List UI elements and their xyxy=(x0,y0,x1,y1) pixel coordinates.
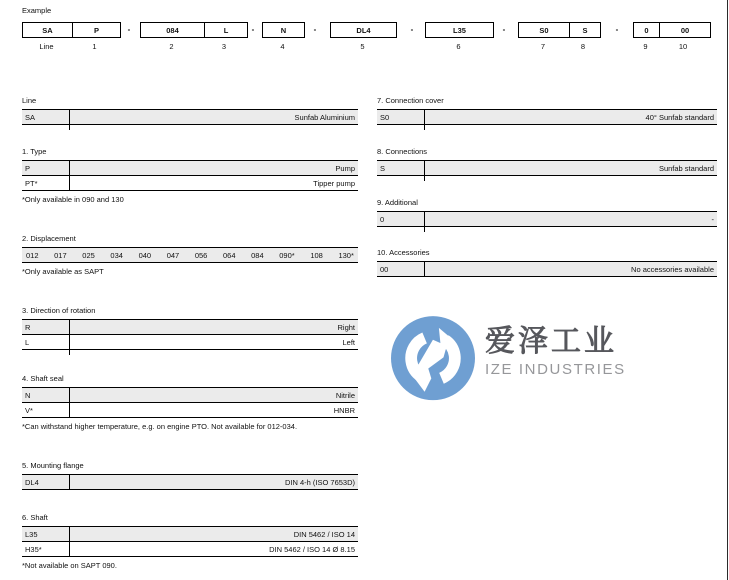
table-row xyxy=(22,161,358,176)
line-number: 3 xyxy=(221,42,227,51)
code-cell-box: L xyxy=(204,23,247,37)
table-row xyxy=(22,403,358,418)
displacement-value: 084 xyxy=(251,250,264,260)
code-cell: V* xyxy=(22,403,70,417)
table-divider-stub xyxy=(424,125,425,130)
ize-logo-icon xyxy=(391,316,475,402)
section-displacement xyxy=(22,234,358,276)
example-label: Example xyxy=(22,6,52,15)
footnote: *Only available as SAPT xyxy=(22,267,104,276)
displacement-value: 017 xyxy=(54,250,67,260)
code-cell: 0 xyxy=(377,212,425,226)
table-divider-stub xyxy=(69,350,70,355)
section-mounting-flange xyxy=(22,461,358,490)
value-cell: DIN 4-h (ISO 7653D) xyxy=(284,477,355,487)
value-cell: Right xyxy=(337,322,355,332)
line-number: Line xyxy=(39,42,54,51)
code-cell: N xyxy=(22,388,70,402)
value-cell: Pump xyxy=(335,163,355,173)
line-number: 9 xyxy=(643,42,648,51)
value-cell: Tipper pump xyxy=(313,178,355,188)
code-cell-box: P xyxy=(72,23,120,37)
line-number: 8 xyxy=(580,42,586,51)
line-number: 10 xyxy=(678,42,688,51)
section-title: 8. Connections xyxy=(377,147,428,156)
section-connection-cover xyxy=(377,96,717,130)
watermark-text xyxy=(485,316,626,378)
code-segment xyxy=(425,22,494,51)
code-segment xyxy=(330,22,397,51)
code-cell-box: 0 xyxy=(644,25,649,35)
displacement-value: 034 xyxy=(110,250,123,260)
table-row xyxy=(377,212,717,227)
section-connections xyxy=(377,147,717,181)
displacement-value: 056 xyxy=(194,250,208,260)
section-shaft xyxy=(22,513,358,570)
section-type xyxy=(22,147,358,204)
table-row xyxy=(22,527,358,542)
code-segment xyxy=(140,22,248,51)
dash-separator: - xyxy=(127,25,131,34)
footnote: *Can withstand higher temperature, e.g. on engine PTO. Not available for 012-034. xyxy=(22,422,298,431)
section-title: 2. Displacement xyxy=(22,234,76,243)
code-cell: S0 xyxy=(377,110,425,124)
code-cell-box: SA xyxy=(42,25,53,35)
displacement-value: 108 xyxy=(310,250,323,260)
table-row xyxy=(22,335,358,350)
code-cell: S xyxy=(377,161,425,175)
section-title: 10. Accessories xyxy=(377,248,430,257)
table-row xyxy=(22,542,358,557)
footnote: *Not available on SAPT 090. xyxy=(22,561,117,570)
code-cell: 00 xyxy=(377,262,425,276)
table-row xyxy=(377,161,717,176)
code-cell: DL4 xyxy=(22,475,70,489)
dash-separator: - xyxy=(502,25,506,34)
section-title: 6. Shaft xyxy=(22,513,48,522)
dash-separator: - xyxy=(410,25,414,34)
line-number: 5 xyxy=(360,42,365,51)
section-shaft-seal xyxy=(22,374,358,431)
value-cell: Sunfab Aluminium xyxy=(294,112,355,122)
value-cell: Left xyxy=(342,337,355,347)
ize-industries-watermark xyxy=(391,316,626,402)
code-cell-box: 00 xyxy=(659,23,710,37)
table-row xyxy=(377,262,717,277)
value-cell: Sunfab standard xyxy=(658,163,714,173)
value-cell: No accessories available xyxy=(631,264,714,274)
code-cell-box: DL4 xyxy=(356,25,371,35)
code-cell-box: 084 xyxy=(166,25,179,35)
displacement-strip xyxy=(22,248,358,263)
section-title: Line xyxy=(22,96,37,105)
line-number: 7 xyxy=(540,42,546,51)
code-cell: R xyxy=(22,320,70,334)
table-row xyxy=(22,388,358,403)
table-row xyxy=(22,110,358,125)
dash-separator: - xyxy=(615,25,619,34)
code-cell: L35 xyxy=(22,527,70,541)
displacement-value: 064 xyxy=(222,250,236,260)
displacement-value: 047 xyxy=(166,250,180,260)
section-line xyxy=(22,96,358,130)
dash-separator: - xyxy=(251,25,255,34)
watermark-english-text: IZE INDUSTRIES xyxy=(485,361,626,378)
section-title: 5. Mounting flange xyxy=(22,461,84,470)
value-cell: Nitrile xyxy=(335,390,355,400)
table-divider-stub xyxy=(69,125,70,130)
code-cell: L xyxy=(22,335,70,349)
watermark-chinese-text: 爱泽工业 xyxy=(485,325,617,358)
section-title: 7. Connection cover xyxy=(377,96,444,105)
dash-separator: - xyxy=(313,25,317,34)
code-segment xyxy=(262,22,305,51)
section-title: 9. Additional xyxy=(377,198,418,207)
section-title: 4. Shaft seal xyxy=(22,374,64,383)
section-title: 1. Type xyxy=(22,147,47,156)
code-cell-box: S xyxy=(569,23,600,37)
code-cell: PT* xyxy=(22,176,70,190)
table-row xyxy=(22,320,358,335)
footnote: *Only available in 090 and 130 xyxy=(22,195,124,204)
code-cell-box: N xyxy=(280,25,287,35)
section-title: 3. Direction of rotation xyxy=(22,306,96,315)
table-row xyxy=(22,176,358,191)
displacement-value: 040 xyxy=(138,250,152,260)
code-cell: SA xyxy=(22,110,70,124)
line-number: 2 xyxy=(169,42,174,51)
section-accessories xyxy=(377,248,717,277)
code-segment xyxy=(633,22,711,51)
value-cell: DIN 5462 / ISO 14 xyxy=(293,529,355,539)
code-cell-box: S0 xyxy=(539,25,549,35)
value-cell: - xyxy=(711,214,714,224)
displacement-value: 130* xyxy=(338,250,354,260)
value-cell: 40° Sunfab standard xyxy=(645,112,714,122)
line-number: 6 xyxy=(456,42,461,51)
line-number: 4 xyxy=(280,42,285,51)
table-divider-stub xyxy=(424,176,425,181)
line-number: 1 xyxy=(92,42,97,51)
page-edge-line xyxy=(727,0,728,580)
displacement-value: 025 xyxy=(82,250,95,260)
displacement-value: 012 xyxy=(26,250,39,260)
value-cell: DIN 5462 / ISO 14 Ø 8.15 xyxy=(269,544,355,554)
table-row xyxy=(377,110,717,125)
code-cell: H35* xyxy=(22,542,70,556)
code-segment xyxy=(22,22,121,51)
code-cell-box: L35 xyxy=(453,25,466,35)
table-divider-stub xyxy=(424,227,425,232)
displacement-value: 090* xyxy=(279,250,295,260)
code-cell: P xyxy=(22,161,70,175)
section-direction-of-rotation xyxy=(22,306,358,355)
table-row xyxy=(22,475,358,490)
code-segment xyxy=(518,22,601,51)
value-cell: HNBR xyxy=(333,405,355,415)
section-additional xyxy=(377,198,717,232)
